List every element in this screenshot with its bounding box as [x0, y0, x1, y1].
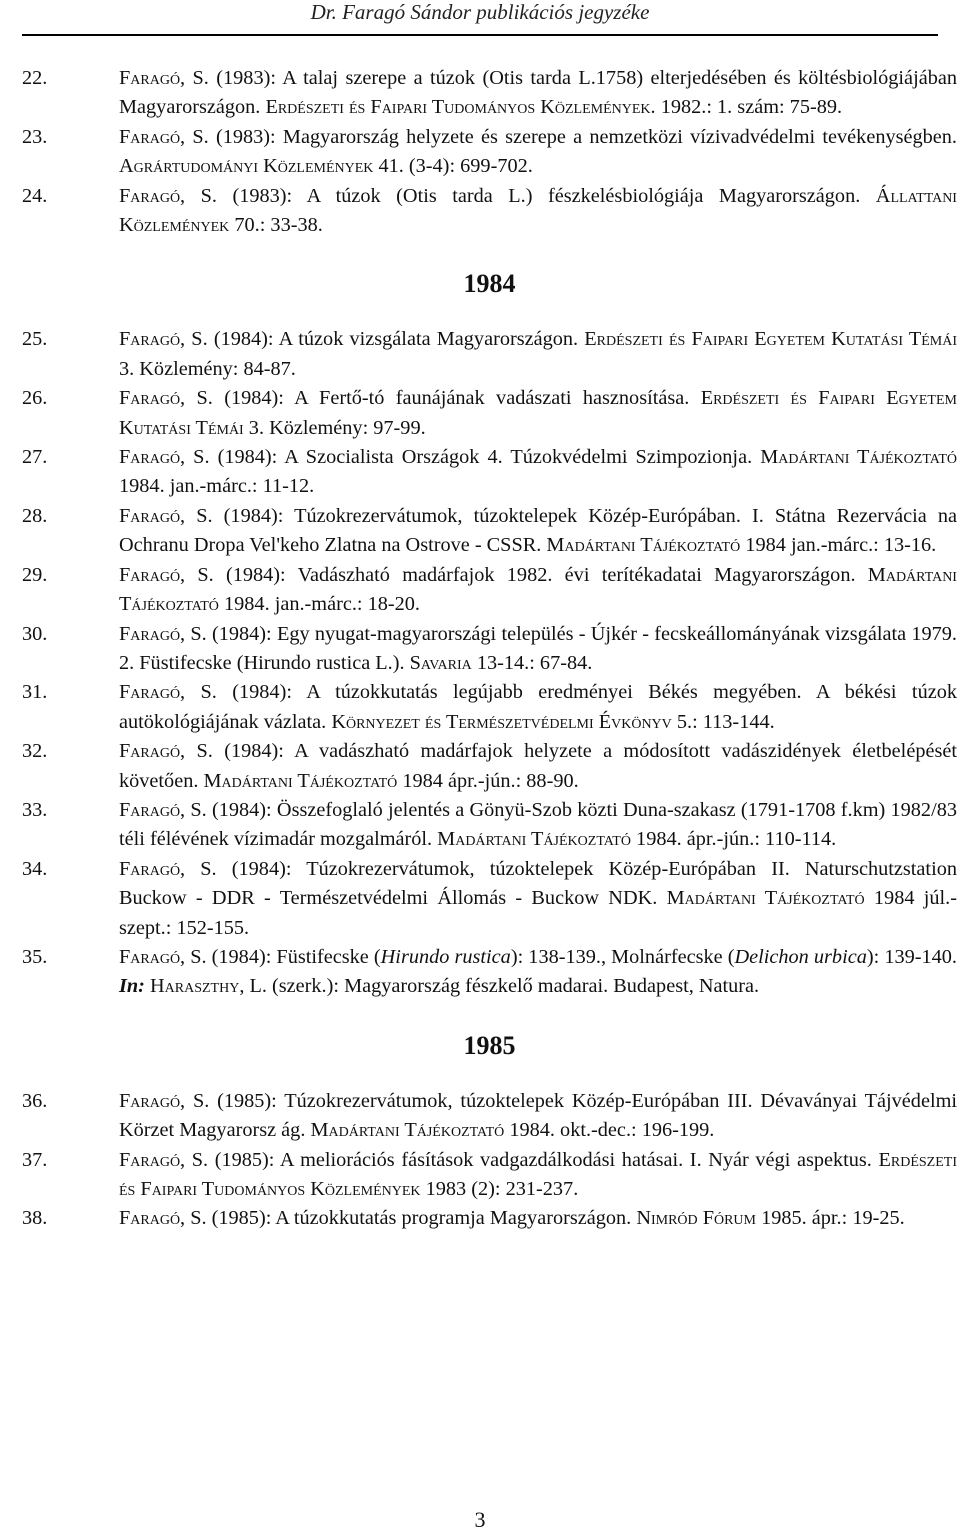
entry-pages: 1984 ápr.-jún.: 88-90.	[397, 769, 579, 792]
entry-text: ): 138-139., Molnárfecske (	[510, 945, 735, 968]
entry-species-italic: Delichon urbica	[734, 945, 867, 968]
publication-entry	[22, 620, 957, 679]
entry-number: 30.	[22, 622, 48, 645]
entry-text: (1984): Vadászható madárfajok 1982. évi terítékadatai Magyarországon.	[213, 563, 868, 586]
publication-entry	[22, 1204, 957, 1233]
entry-author: Faragó, S.	[119, 798, 207, 821]
entry-pages: 3. Közlemény: 84-87.	[119, 357, 296, 380]
publication-list	[22, 64, 957, 1234]
entry-number: 37.	[22, 1148, 48, 1171]
publication-entry	[22, 123, 957, 182]
entry-author: Faragó, S.	[119, 1148, 209, 1171]
entry-journal: Erdészeti és Faipari Tudományos Közlemények	[265, 96, 651, 119]
entry-species-italic: Hirundo rustica	[380, 945, 511, 968]
entry-journal: Erdészeti és Faipari Tudományos Közlemények	[119, 1148, 957, 1200]
entry-text: (1985): Túzokrezervátumok, túzoktelepek Közép-Európában III. Dévaványai Tájvédelmi Körzet Magyarorsz ág.	[119, 1089, 957, 1142]
entry-author: Faragó, S.	[119, 681, 217, 704]
entry-pages: 1984. jan.-márc.: 11-12.	[119, 475, 315, 498]
entry-pages: 1983 (2): 231-237.	[420, 1178, 579, 1200]
entry-number: 28.	[22, 504, 48, 527]
entry-pages: 70.: 33-38.	[229, 214, 323, 237]
entry-text: (1984): A Szocialista Országok 4. Túzokvédelmi Szimpozionja.	[209, 446, 761, 469]
entry-journal: Madártani Tájékoztató	[119, 563, 957, 616]
entry-author: Faragó, S.	[119, 446, 210, 469]
publication-entry	[22, 64, 957, 123]
entry-journal: Környezet és Természetvédelmi Évkönyv	[331, 710, 672, 733]
entry-journal: Madártani Tájékoztató	[666, 887, 865, 910]
publication-entry	[22, 737, 957, 796]
publication-entry	[22, 443, 957, 502]
entry-number: 31.	[22, 681, 48, 704]
header-rule	[22, 34, 938, 36]
publication-entry	[22, 502, 957, 561]
entry-journal: Agrártudományi Közlemények	[119, 155, 374, 178]
entry-editor: Haraszthy	[150, 975, 240, 998]
entries-group-1985	[22, 1087, 957, 1234]
entry-author: Faragó, S.	[119, 740, 213, 763]
entry-author: Faragó, S.	[119, 945, 207, 968]
entry-text: (1984): Összefoglaló jelentés a Gönyü-Szob közti Duna-szakasz (1791-1708 f.km) 1982/83 téli félévének vízimadár mozgalmáról.	[119, 798, 957, 851]
entry-author: Faragó, S.	[119, 387, 213, 410]
publication-entry	[22, 384, 957, 443]
publication-entry	[22, 182, 957, 241]
publication-entry	[22, 855, 957, 943]
publication-entry	[22, 678, 957, 737]
entry-pages: 1985. ápr.: 19-25.	[756, 1207, 905, 1230]
running-header: Dr. Faragó Sándor publikációs jegyzéke	[310, 0, 650, 24]
entry-author: Faragó, S.	[119, 857, 217, 880]
entry-number: 22.	[22, 67, 48, 89]
entry-pages: 5.: 113-144.	[671, 710, 775, 733]
entry-author: Faragó, S.	[119, 67, 209, 89]
entry-text: (1983): A talaj szerepe a túzok (Otis tarda L.1758) elterjedésében és költésbiológiájában Magyarországon.	[119, 67, 957, 119]
entry-number: 38.	[22, 1207, 48, 1230]
year-heading-1985: 1985	[463, 1030, 516, 1060]
entry-number: 33.	[22, 798, 48, 821]
entry-text: (1984): Túzokrezervátumok, túzoktelepek Közép-Európában II. Naturschutzstation Buckow - DDR - Természetvédelmi Állomás - Buckow NDK.	[119, 857, 957, 910]
entry-journal: Savaria	[409, 651, 472, 674]
publication-entry	[22, 1087, 957, 1146]
entry-pages: 3. Közlemény: 97-99.	[243, 416, 426, 439]
entries-group-1983	[22, 64, 957, 240]
entry-text: ): 139-140.	[866, 945, 957, 968]
entry-journal: Madártani Tájékoztató	[437, 828, 631, 851]
entry-number: 29.	[22, 563, 48, 586]
entry-journal: Állattani Közlemények	[119, 184, 957, 237]
entry-text: (1984): A Fertő-tó faunájának vadászati hasznosítása.	[212, 387, 701, 410]
entry-in-label: In:	[119, 975, 145, 998]
entry-pages: 1984. jan.-márc.: 18-20.	[218, 593, 421, 616]
entry-pages: 13-14.: 67-84.	[471, 651, 593, 674]
entry-journal: Erdészeti és Faipari Egyetem Kutatási Témái	[584, 328, 957, 351]
entry-text: (1984): Egy nyugat-magyarországi település - Újkér - fecskeállományának vizsgálata 1979. 2. Füstifecske (Hirundo rustica L.).	[119, 622, 957, 674]
entry-pages: 1984. ápr.-jún.: 110-114.	[630, 828, 837, 851]
publication-entry	[22, 943, 957, 1002]
entry-text: (1983): A túzok (Otis tarda L.) fészkelésbiológiája Magyarországon.	[216, 184, 876, 207]
entry-journal: Madártani Tájékoztató	[203, 769, 398, 792]
entry-number: 35.	[22, 945, 48, 968]
entry-pages: . 1982.: 1. szám: 75-89.	[650, 96, 843, 119]
entry-pages: 1984. okt.-dec.: 196-199.	[504, 1119, 715, 1142]
publication-entry	[22, 561, 957, 620]
entry-number: 23.	[22, 125, 48, 148]
entry-text: , L. (szerk.): Magyarország fészkelő madarai. Budapest, Natura.	[239, 975, 760, 998]
entry-author: Faragó, S.	[119, 1207, 207, 1230]
entry-journal: Madártani Tájékoztató	[310, 1119, 505, 1142]
entry-text: (1985): A túzokkutatás programja Magyarországon.	[206, 1207, 637, 1230]
entry-journal: Erdészeti és Faipari Egyetem Kutatási Témái	[119, 387, 957, 439]
entry-number: 32.	[22, 740, 48, 763]
entry-text: (1984): Túzokrezervátumok, túzoktelepek Közép-Európában. I. Státna Rezervácia na Ochranu Dropa Vel'keho Zlatna na Ostrove - CSSR.	[119, 504, 957, 557]
entry-author: Faragó, S.	[119, 504, 213, 527]
entry-pages: 41. (3-4): 699-702.	[373, 155, 533, 178]
entry-text: (1984): Füstifecske (	[206, 945, 381, 968]
publication-entry	[22, 325, 957, 384]
page-number: 3	[474, 1507, 486, 1532]
entry-text: (1983): Magyarország helyzete és szerepe a nemzetközi vízivadvédelmi tevékenységben.	[208, 125, 957, 148]
entry-author: Faragó, S.	[119, 1089, 210, 1112]
entry-number: 27.	[22, 446, 48, 469]
entry-author: Faragó, S.	[119, 184, 217, 207]
entry-author: Faragó, S.	[119, 622, 207, 645]
entry-text: (1984): A túzokkutatás legújabb eredményei Békés megyében. A békési túzok autökológiájának vázlata.	[119, 681, 957, 733]
publication-entry	[22, 796, 957, 855]
entry-author: Faragó, S.	[119, 125, 209, 148]
entry-text: (1984): A túzok vizsgálata Magyarországon.	[207, 328, 585, 351]
entry-journal: Madártani Tájékoztató	[546, 534, 741, 557]
entry-number: 25.	[22, 328, 48, 351]
entry-number: 26.	[22, 387, 48, 410]
entry-journal: Madártani Tájékoztató	[760, 446, 957, 469]
entry-journal: Nimród Fórum	[636, 1207, 756, 1230]
entry-pages: 1984 jan.-márc.: 13-16.	[740, 534, 937, 557]
year-heading-1984: 1984	[463, 269, 516, 299]
entry-pages: 1984 júl.-szept.: 152-155.	[119, 887, 957, 939]
entry-number: 36.	[22, 1089, 48, 1112]
entry-author: Faragó, S.	[119, 563, 214, 586]
entry-author: Faragó, S.	[119, 328, 208, 351]
entry-number: 34.	[22, 857, 48, 880]
publication-entry	[22, 1146, 957, 1205]
entry-text: (1985): A meliorációs fásítások vadgazdálkodási hatásai. I. Nyár végi aspektus.	[208, 1148, 879, 1171]
entry-text: (1984): A vadászható madárfajok helyzete a módosított vadászidények életbelépését követően.	[119, 740, 957, 792]
entry-number: 24.	[22, 184, 48, 207]
entries-group-1984	[22, 325, 957, 943]
